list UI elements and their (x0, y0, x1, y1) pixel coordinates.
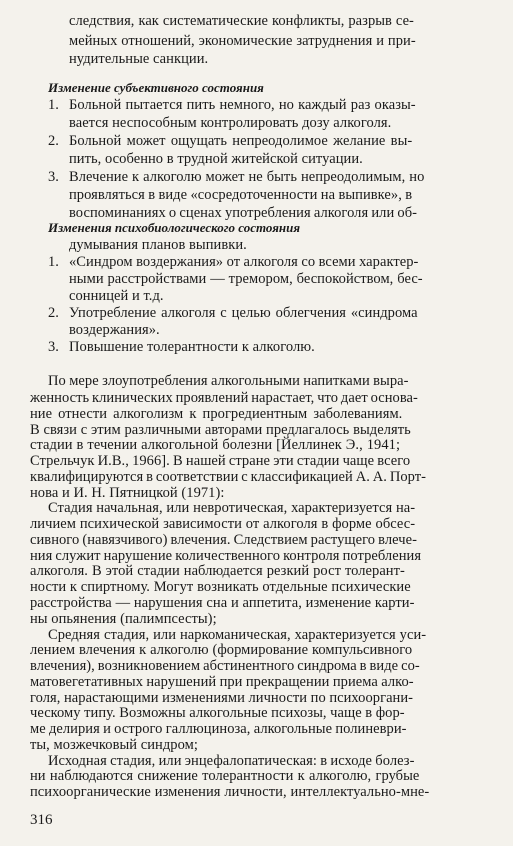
paragraph-line: ние отнести алкоголизм к прогредиентным заболеваниям. (30, 406, 403, 422)
text-line: нудительные санкции. (69, 51, 209, 67)
list-number: 3. (48, 339, 59, 355)
paragraph-line: Стрельчук И.В., 1966]. В нашей стране эти стадии чаще всего (30, 453, 411, 469)
list-number: 3. (48, 169, 59, 185)
list-item-line: «Синдром воздержания» от алкоголя со всеми характер- (69, 254, 419, 270)
paragraph-line: ческому типу. Возможны алкогольные психозы, чаще в фор- (30, 705, 405, 721)
list-number: 2. (48, 133, 59, 149)
list-item-line: Употребление алкоголя с целью облегчения «синдрома (69, 305, 418, 321)
paragraph-line: голя, нарастающими изменениями личности по психооргани- (30, 690, 414, 706)
paragraph-line: сивного (навязчивого) влечения. Следствием растущего влече- (30, 532, 417, 548)
paragraph-line: Исходная стадия, или энцефалопатическая: в исходе болез- (48, 753, 415, 769)
paragraph-line: ни наблюдаются снижение толерантности к алкоголю, грубые (30, 768, 420, 784)
list-item-line: думывания планов выпивки. (69, 237, 247, 253)
paragraph-line: матовегетативных нарушений при прекращении приема алко- (30, 674, 414, 690)
list-item-line: сонницей и т.д. (69, 288, 164, 304)
list-item-line: Больной может ощущать непреодолимое желание вы- (69, 133, 413, 149)
paragraph-line: личием психической зависимости от алкоголя в форме обсес- (30, 516, 416, 532)
paragraph-line: квалифицируются в соответствии с классификацией А. А. Порт- (30, 469, 427, 485)
list-item-line: воспоминаниях о сценах употребления алкоголя или об- (69, 205, 418, 221)
list-item-line: пить, особенно в трудной житейской ситуации. (69, 151, 363, 167)
paragraph-line: В связи с этим различными авторами предлагалось выделять (30, 422, 411, 438)
text-line: мейных отношений, экономические затруднения и при- (69, 33, 416, 49)
paragraph-line: ности к спиртному. Могут возникать отдельные психические (30, 579, 411, 595)
paragraph-line: влечения), возникновением абстинентного синдрома в виде со- (30, 658, 420, 674)
paragraph-line: По мере злоупотребления алкогольными напитками выра- (48, 373, 409, 389)
paragraph-line: ме делирия и острого галлюциноза, алкогольные полиневри- (30, 721, 407, 737)
text-line: следствия, как систематические конфликты, разрыв се- (69, 13, 414, 29)
paragraph-line: нова и И. Н. Пятницкой (1971): (30, 485, 225, 501)
list-item-line: проявляться в виде «сосредоточенности на выпивке», в (69, 187, 413, 203)
list-number: 1. (48, 97, 59, 113)
paragraph-line: психоорганические изменения личности, интеллектуально-мне- (30, 784, 430, 800)
paragraph-line: расстройства — нарушения сна и аппетита, изменение карти- (30, 595, 415, 611)
paragraph-line: стадии в течении алкогольной болезни [Йеллинек Э., 1941; (30, 437, 401, 453)
list-number: 1. (48, 254, 59, 270)
paragraph-line: ны опьянения (палимпсесты); (30, 611, 217, 627)
list-item-line: вается неспособным контролировать дозу алкоголя. (69, 115, 392, 131)
list-item-line: Влечение к алкоголю может не быть непреодолимым, но (69, 169, 425, 185)
paragraph-line: алкоголя. В этой стадии наблюдается резкий рост толерант- (30, 563, 405, 579)
paragraph-line: ты, мозжечковый синдром; (30, 737, 198, 753)
list-number: 2. (48, 305, 59, 321)
list-item-line: воздержания». (69, 322, 160, 338)
page-number: 316 (30, 812, 53, 828)
list-item-line: Повышение толерантности к алкоголю. (69, 339, 315, 355)
paragraph-line: лением влечения к алкоголю (формирование компульсивного (30, 642, 413, 658)
section-heading: Изменения психобиологического состояния (48, 220, 301, 235)
paragraph-line: Средняя стадия, или наркоманическая, характеризуется уси- (48, 627, 427, 643)
paragraph-line: ния служит нарушение количественного контроля потребления (30, 548, 422, 564)
paragraph-line: Стадия начальная, или невротическая, характеризуется на- (48, 500, 416, 516)
section-heading: Изменение субъективного состояния (48, 80, 264, 95)
list-item-line: ными расстройствами — тремором, беспокойством, бес- (69, 271, 423, 287)
list-item-line: Больной пытается пить немного, но каждый раз оказы- (69, 97, 416, 113)
paragraph-line: женность клинических проявлений нарастает, что дает основа- (30, 390, 418, 406)
